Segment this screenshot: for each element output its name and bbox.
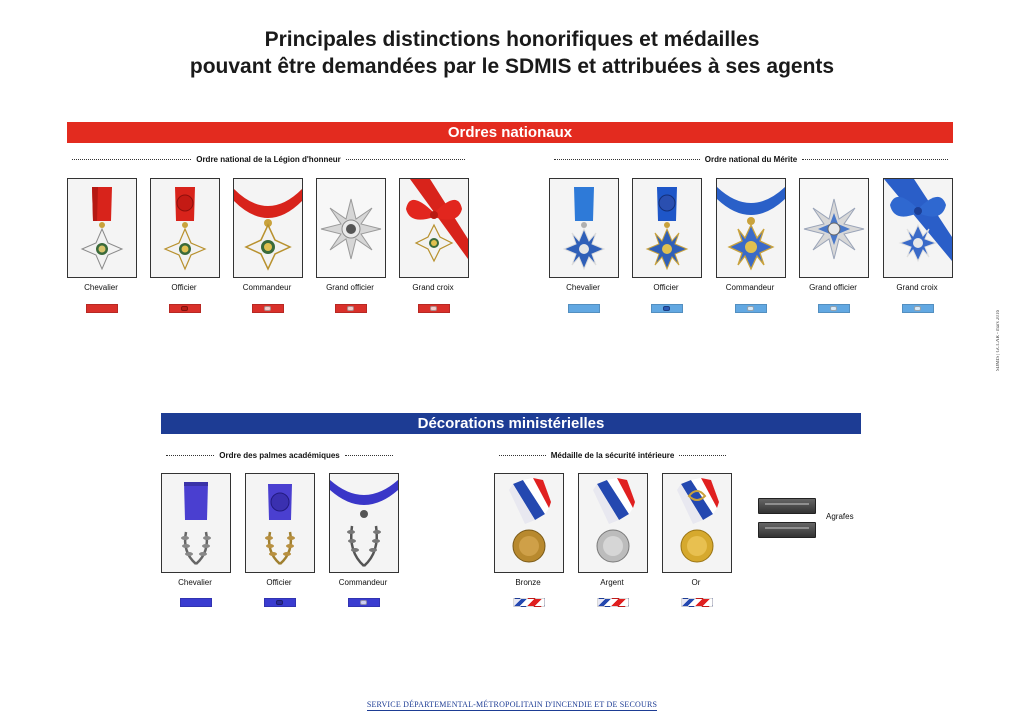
securite-label: Médaille de la sécurité intérieure	[550, 451, 675, 460]
ribbon-legion-grand-croix	[418, 304, 450, 313]
medal-legion-commandeur	[233, 178, 303, 278]
securite-bronze-caption: Bronze	[515, 578, 541, 587]
securite-group-label	[494, 451, 731, 460]
palmes-commandeur-icon	[330, 474, 398, 572]
palmes-chevalier-caption: Chevalier	[178, 578, 212, 587]
medal-legion-grand-officier	[316, 178, 386, 278]
legion-grand-croix-icon	[400, 179, 468, 277]
ribbon-merite-chevalier	[568, 304, 600, 313]
medal-securite-bronze	[494, 473, 564, 573]
medal-merite-grand-croix	[883, 178, 953, 278]
ribbon-merite-officier	[651, 304, 683, 313]
medal-securite-argent	[578, 473, 648, 573]
ribbon-palmes-officier	[264, 598, 296, 607]
legion-grand-officier-icon	[317, 179, 385, 277]
medal-merite-grand-officier	[799, 178, 869, 278]
merite-chevalier-caption: Chevalier	[566, 283, 600, 292]
ordres-nationaux-banner: Ordres nationaux	[67, 122, 953, 143]
side-credit: SDMIS | GCCAR - mars 2016	[996, 310, 1001, 372]
palmes-label: Ordre des palmes académiques	[219, 451, 340, 460]
securite-argent-icon	[579, 474, 647, 572]
medal-legion-chevalier	[67, 178, 137, 278]
ribbon-palmes-chevalier	[180, 598, 212, 607]
legion-officier-icon	[151, 179, 219, 277]
agrafe-top	[758, 498, 816, 514]
legion-commandeur-icon	[234, 179, 302, 277]
ribbon-securite-or	[681, 598, 713, 607]
medal-merite-commandeur	[716, 178, 786, 278]
legion-chevalier-icon	[68, 179, 136, 277]
merite-officier-caption: Officier	[653, 283, 679, 292]
ribbon-palmes-commandeur	[348, 598, 380, 607]
legion-grand-croix-caption: Grand croix	[412, 283, 454, 292]
securite-argent-caption: Argent	[600, 578, 624, 587]
page-title	[0, 26, 1024, 80]
footer	[0, 694, 1024, 712]
palmes-group-label	[161, 451, 398, 460]
medal-securite-or	[662, 473, 732, 573]
merite-commandeur-icon	[717, 179, 785, 277]
securite-or-icon	[663, 474, 731, 572]
ribbon-securite-argent	[597, 598, 629, 607]
ribbon-merite-commandeur	[735, 304, 767, 313]
merite-officier-icon	[633, 179, 701, 277]
merite-grand-croix-caption: Grand croix	[896, 283, 938, 292]
ribbon-legion-grand-officier	[335, 304, 367, 313]
merite-label: Ordre national du Mérite	[704, 155, 798, 164]
merite-commandeur-caption: Commandeur	[725, 283, 775, 292]
decorations-banner: Décorations ministérielles	[161, 413, 861, 434]
merite-chevalier-icon	[550, 179, 618, 277]
merite-grand-croix-icon	[884, 179, 952, 277]
title-line-2: pouvant être demandées par le SDMIS et attribuées à ses agents	[189, 55, 835, 78]
legion-label: Ordre national de la Légion d'honneur	[196, 155, 341, 164]
ribbon-merite-grand-officier	[818, 304, 850, 313]
palmes-chevalier-icon	[162, 474, 230, 572]
ribbon-merite-grand-croix	[902, 304, 934, 313]
legion-grand-officier-caption: Grand officier	[326, 283, 374, 292]
agrafes-label: Agrafes	[826, 512, 854, 521]
medal-legion-grand-croix	[399, 178, 469, 278]
legion-group-label	[67, 155, 470, 164]
legion-chevalier-caption: Chevalier	[84, 283, 118, 292]
palmes-commandeur-caption: Commandeur	[338, 578, 388, 587]
ribbon-securite-bronze	[513, 598, 545, 607]
medal-palmes-commandeur	[329, 473, 399, 573]
securite-bronze-icon	[495, 474, 563, 572]
medal-palmes-officier	[245, 473, 315, 573]
medal-merite-chevalier	[549, 178, 619, 278]
medal-merite-officier	[632, 178, 702, 278]
ribbon-legion-commandeur	[252, 304, 284, 313]
medal-palmes-chevalier	[161, 473, 231, 573]
medal-legion-officier	[150, 178, 220, 278]
securite-or-caption: Or	[691, 578, 701, 587]
merite-group-label	[549, 155, 953, 164]
legion-commandeur-caption: Commandeur	[242, 283, 292, 292]
palmes-officier-caption: Officier	[266, 578, 292, 587]
title-line-1: Principales distinctions honorifiques et médailles	[264, 28, 760, 51]
palmes-officier-icon	[246, 474, 314, 572]
merite-grand-officier-icon	[800, 179, 868, 277]
ribbon-legion-chevalier	[86, 304, 118, 313]
agrafe-bottom	[758, 522, 816, 538]
footer-text: SERVICE DÉPARTEMENTAL-MÉTROPOLITAIN D'INCENDIE ET DE SECOURS	[366, 700, 658, 709]
legion-officier-caption: Officier	[171, 283, 197, 292]
merite-grand-officier-caption: Grand officier	[809, 283, 857, 292]
ribbon-legion-officier	[169, 304, 201, 313]
